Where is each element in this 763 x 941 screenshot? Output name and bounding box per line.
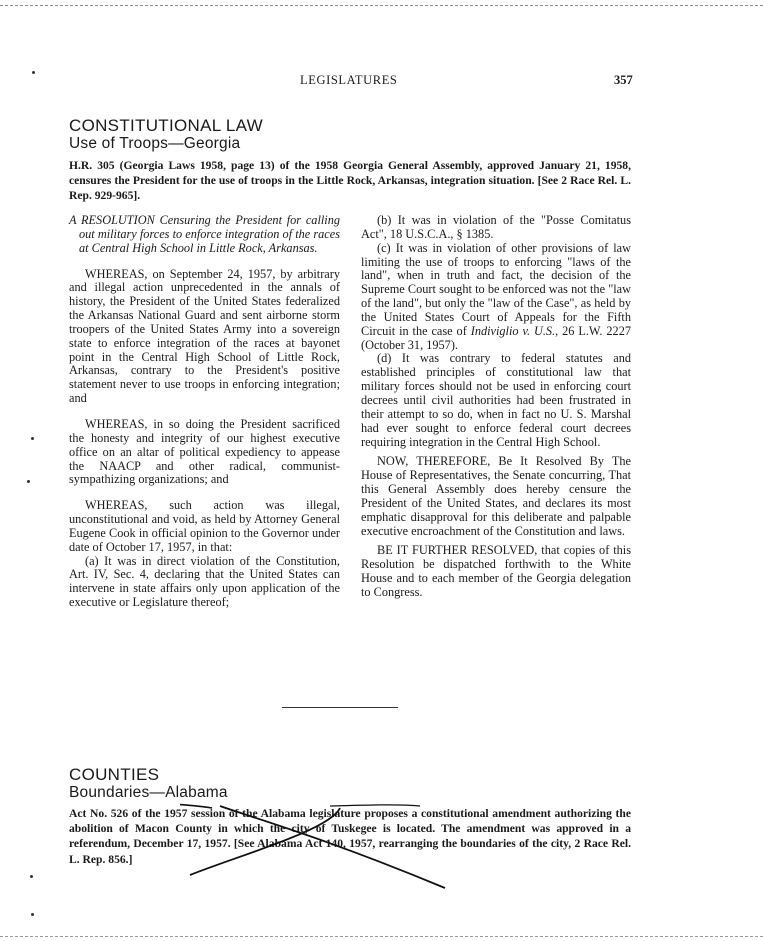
- paragraph: (d) It was contrary to federal statutes and established principles of constitutional law that military forces should not be used in enforcing court decrees until civil authorities had been frustrated in their attempt to so do, when in fact no U. S. Marshal had ever sought to enforce federal court decrees requiring integration in the Central High School.: [361, 351, 631, 449]
- paragraph: NOW, THEREFORE, Be It Resolved By The House of Representatives, the Senate concurring, That this General Assembly does hereby censure the President of the United States, and declares its most emphatic disapproval for this deliberate and palpable executive encroachment of the Constitution and laws.: [361, 454, 631, 538]
- case-name: Indiviglio v. U.S.: [470, 323, 556, 338]
- handwritten-strike-marks: [180, 800, 480, 900]
- paragraph: WHEREAS, on September 24, 1957, by arbitrary and illegal action unprecedented in the annals of history, the President of the United States federalized the Arkansas National Guard and sent airborne storm troopers of the United States Army into a sovereign state to enforce integration of the races at bayonet point in the Central High School of Little Rock, Arkansas, contrary to the President's positive statement never to use troops in enforcing integration; and: [69, 266, 340, 406]
- running-head: LEGISLATURES: [300, 73, 398, 87]
- section-summary: Act No. 526 of the 1957 session of the Alabama legislature proposes a constitutional amendment authorizing the abolition of Macon County in which the city of Tuskegee is located. The amendment was approved in a referendum, December 17, 1957. [See Alabama Act 140, 1957, rearranging the boundaries of the city, 2 Race Rel. L. Rep. 856.]: [69, 807, 631, 866]
- section-subtitle: Use of Troops—Georgia: [69, 135, 241, 152]
- left-column: [69, 214, 340, 610]
- right-column: [361, 214, 631, 600]
- margin-mark: [32, 71, 35, 74]
- top-dashed-border: [0, 5, 763, 6]
- paragraph: (c) It was in violation of other provisions of law limiting the use of troops to enforcing "laws of the land", when in truth and fact, the decision of the Supreme Court sought to be enforced was not the "law of the land", but only the "law of the Case", as held by the United States Court of Appeals for the Fifth Circuit in the case of Indiviglio v. U.S., 26 L.W. 2227 (October 31, 1957).: [361, 240, 631, 352]
- section-divider: [282, 707, 398, 708]
- section-summary: H.R. 305 (Georgia Laws 1958, page 13) of the 1958 Georgia General Assembly, approved January 21, 1958, censures the President for the use of troops in the Little Rock, Arkansas, integration situation. [See 2 Race Rel. L. Rep. 929-965].: [69, 159, 631, 203]
- margin-mark: [30, 875, 33, 878]
- paragraph: (a) It was in direct violation of the Constitution, Art. IV, Sec. 4, declaring that the United States can intervene in state affairs only upon application of the executive or Legislature thereof;: [69, 553, 340, 610]
- paragraph: WHEREAS, in so doing the President sacrificed the honesty and integrity of our highest executive office on an altar of political expediency to appease the NAACP and other radical, communist-sympathizing organizations; and: [69, 416, 340, 487]
- paragraph: (b) It was in violation of the "Posse Comitatus Act", 18 U.S.C.A., § 1385.: [361, 213, 631, 241]
- resolution-title: A RESOLUTION Censuring the President for calling out military forces to enforce integration of the races at Central High School in Little Rock, Arkansas.: [69, 213, 340, 255]
- page-number: 357: [614, 73, 633, 87]
- section-title: COUNTIES: [69, 765, 160, 784]
- paragraph: BE IT FURTHER RESOLVED, that copies of this Resolution be dispatched forthwith to the White House and to each member of the Georgia delegation to Congress.: [361, 543, 631, 599]
- margin-mark: [27, 480, 30, 483]
- bottom-dashed-border: [0, 936, 763, 937]
- margin-mark: [31, 437, 34, 440]
- section-subtitle: Boundaries—Alabama: [69, 784, 228, 801]
- section-title: CONSTITUTIONAL LAW: [69, 116, 263, 135]
- margin-mark: [31, 913, 34, 916]
- paragraph: WHEREAS, such action was illegal, unconstitutional and void, as held by Attorney General Eugene Cook in official opinion to the Governor under date of October 17, 1957, in that:: [69, 498, 340, 554]
